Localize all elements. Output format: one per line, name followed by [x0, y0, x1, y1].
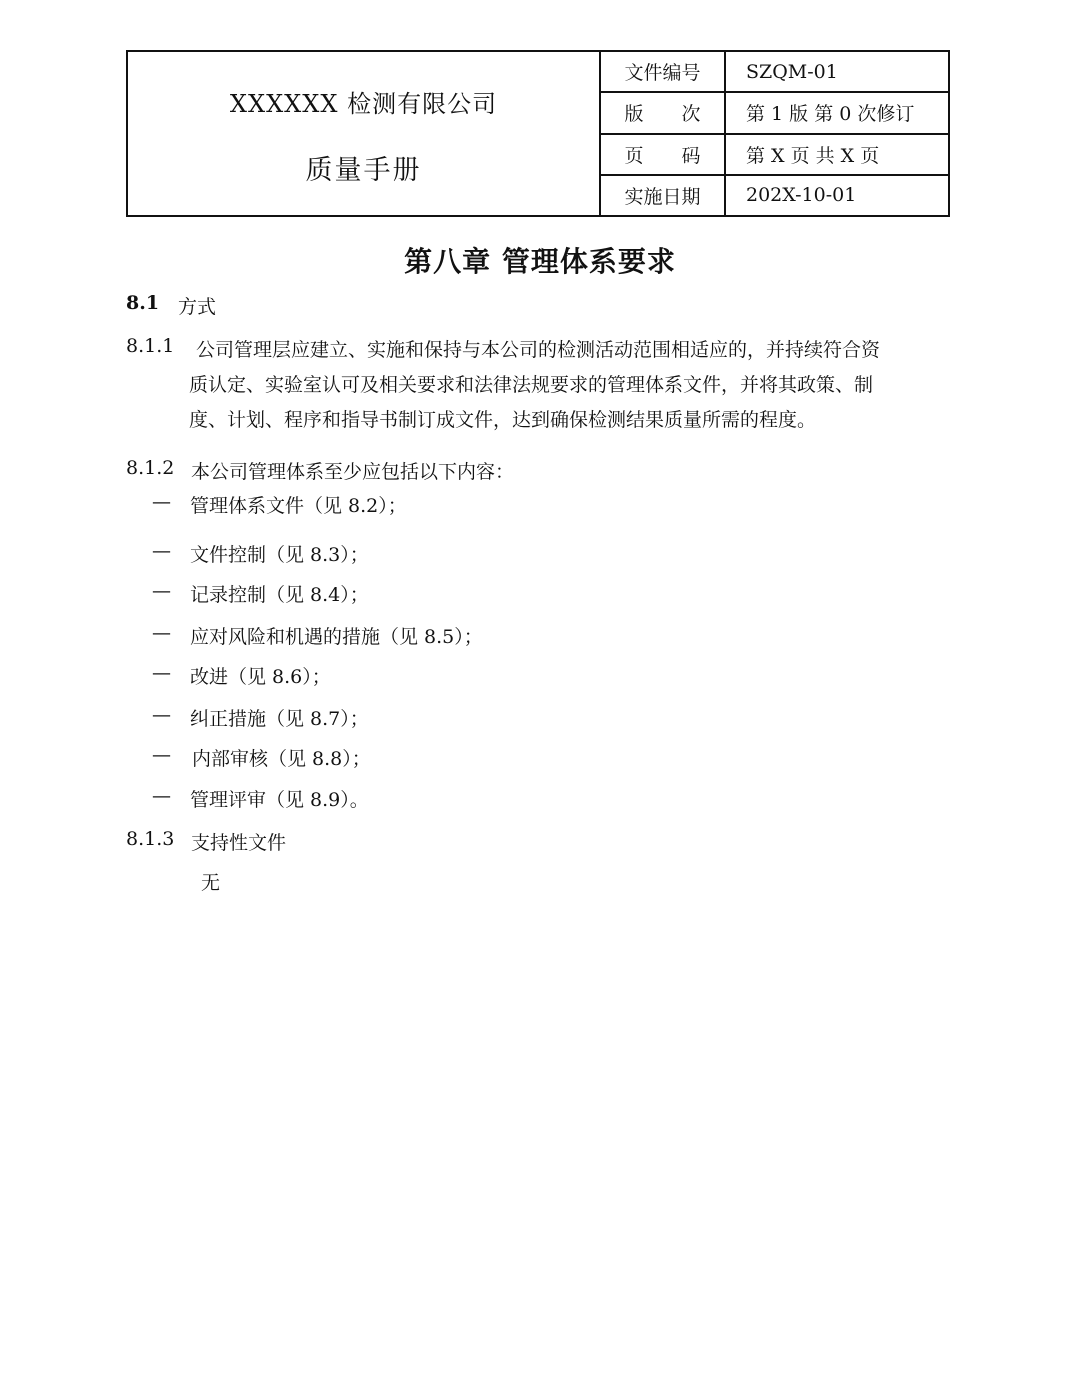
header-label: 文件编号: [601, 52, 726, 91]
list-dash: —: [152, 704, 171, 726]
header-row-edition: [601, 93, 948, 134]
clause-number: 8.1.2: [126, 457, 175, 479]
section-heading: [126, 292, 159, 314]
header-value: 第 1 版 第 0 次修订: [746, 103, 915, 126]
clause-title: 支持性文件: [191, 832, 287, 854]
header-row-page: [601, 135, 948, 176]
list-item: 文件控制（见 8.3）；: [190, 544, 369, 566]
header-value: SZQM-01: [746, 60, 838, 83]
clause-text-line: 公司管理层应建立、实施和保持与本公司的检测活动范围相适应的，并持续符合资: [196, 339, 881, 361]
list-dash: —: [152, 580, 171, 602]
list-item: 内部审核（见 8.8）；: [192, 748, 371, 770]
section-title: 方式: [178, 296, 217, 318]
list-dash: —: [152, 491, 171, 513]
clause-text-line: 本公司管理体系至少应包括以下内容：: [191, 461, 515, 483]
section-number: 8.1: [126, 292, 160, 314]
header-title-cell: [128, 52, 601, 215]
clause-text-line: 度、计划、程序和指导书制订成文件，达到确保检测结果质量所需的程度。: [189, 409, 817, 431]
list-item: 改进（见 8.6）；: [190, 666, 331, 688]
list-dash: —: [152, 785, 171, 807]
header-label: 实施日期: [601, 176, 726, 215]
clause-text-line: 质认定、实验室认可及相关要求和法律法规要求的管理体系文件，并将其政策、制: [189, 374, 874, 396]
list-dash: —: [152, 744, 171, 766]
header-value: 第 X 页 共 X 页: [746, 144, 880, 167]
list-dash: —: [152, 662, 171, 684]
list-item: 记录控制（见 8.4）；: [190, 584, 369, 606]
list-dash: —: [152, 622, 171, 644]
list-item: 应对风险和机遇的措施（见 8.5）；: [190, 626, 483, 648]
header-row-doc-number: [601, 52, 948, 93]
clause-number: 8.1.3: [126, 828, 175, 850]
clause-content: 无: [201, 872, 221, 894]
list-dash: —: [152, 540, 171, 562]
list-item: 管理体系文件（见 8.2）；: [190, 495, 407, 517]
header-info-cells: [601, 52, 948, 215]
header-row-effective-date: [601, 176, 948, 215]
header-label: 版 次: [601, 93, 726, 132]
header-label: 页 码: [601, 135, 726, 174]
chapter-title: 第八章 管理体系要求: [404, 245, 676, 278]
list-item: 纠正措施（见 8.7）；: [190, 708, 369, 730]
list-item: 管理评审（见 8.9）。: [190, 789, 369, 811]
header-value: 202X-10-01: [746, 184, 857, 207]
clause-number: 8.1.1: [126, 335, 175, 357]
company-name: XXXXXX 检测有限公司: [229, 90, 498, 118]
manual-title: 质量手册: [305, 155, 422, 186]
document-header-table: [126, 50, 950, 217]
